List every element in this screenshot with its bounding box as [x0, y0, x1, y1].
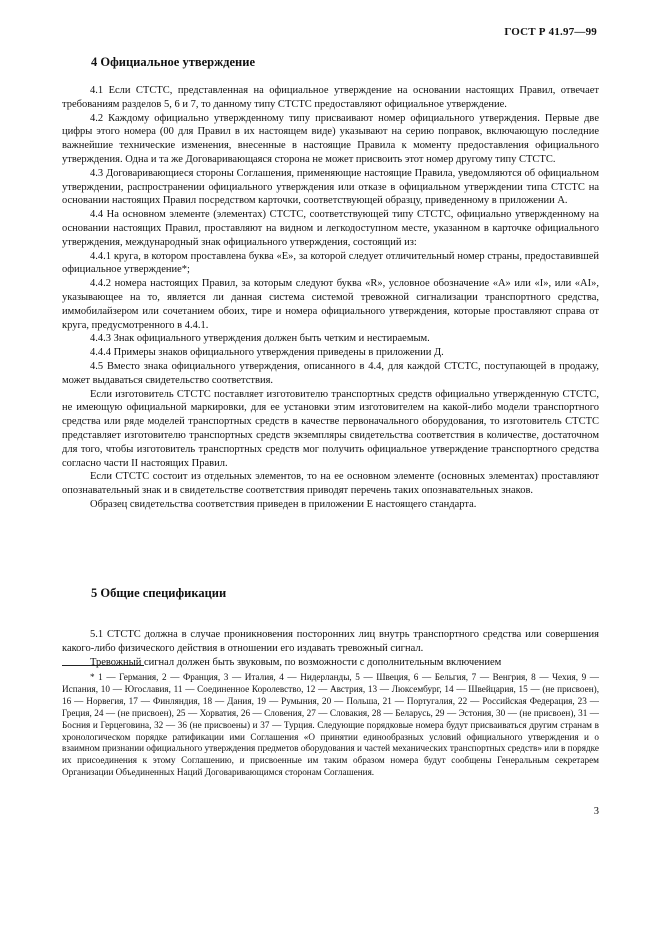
- paragraph-4-5: 4.5 Вместо знака официального утверждения, описанного в 4.4, для каждой СТСТС, поступающей в продажу, может выдаваться свидетельство соответствия.: [62, 360, 599, 386]
- paragraph-4-1: 4.1 Если СТСТС, представленная на официальное утверждение на основании настоящих Правил, отвечает требованиям разделов 5, 6 и 7, то данному типу СТСТС предоставляют официальное утверждение.: [62, 85, 599, 110]
- section-4-heading: 4 Официальное утверждение: [91, 55, 255, 69]
- paragraph-4-4-1: 4.4.1 круга, в котором проставлена буква «E», за которой следует отличительный номер страны, предоставившей официальное утверждение*;: [62, 250, 599, 276]
- paragraph-4-3: 4.3 Договаривающиеся стороны Соглашения, применяющие настоящие Правила, уведомляются об официальном утверждении, распространении официального утверждения или отказе в официальном утверждении типа СТСТС на основании настоящих Правил посредством карточки, соответствующей образцу, приведенному в приложении А.: [62, 167, 599, 207]
- standard-designation: ГОСТ Р 41.97—99: [504, 26, 597, 38]
- paragraph-4-4: 4.4 На основном элементе (элементах) СТСТС, соответствующей типу СТСТС, официально утвержденному на основании настоящих Правил, проставляют на видном и легкодоступном месте, указанном в карточке официального утверждения, международный знак официального утверждения, состоящий из:: [62, 209, 599, 248]
- paragraph-4-2: 4.2 Каждому официально утвержденному типу присваивают номер официального утверждения. Первые две цифры этого номера (00 для Правил в их настоящем виде) указывают на серию поправок, включающую последние важнейшие технические изменения, внесенные в настоящие Правила к моменту предоставления официального утверждения. Одна и та же Договаривающаяся сторона не может присвоить этот номер другому типу СТСТС.: [62, 112, 599, 165]
- paragraph-separate-elements: Если СТСТС состоит из отдельных элементов, то на ее основном элементе (основных элементах) проставляют опознавательный знак и в свидетельстве соответствия приводят перечень таких опознавательных знаков.: [62, 471, 599, 497]
- paragraph-5-1: 5.1 СТСТС должна в случае проникновения посторонних лиц внутрь транспортного средства или совершения какого-либо физического действия в отношении его издавать тревожный сигнал.: [62, 629, 599, 654]
- paragraph-4-4-4: 4.4.4 Примеры знаков официального утверждения приведены в приложении Д.: [90, 347, 444, 359]
- section-5-body: [62, 628, 599, 669]
- footnote: [62, 672, 599, 779]
- paragraph-certificate-supply: Если изготовитель СТСТС поставляет изготовителю транспортных средств официально утвержденную СТСТС, не имеющую официальной маркировки, для ее установки этим изготовителем на какой-либо модели транспортного средства или ряде моделей транспортных средств в качестве первоначального оборудования, то изготовитель СТСТС представляет изготовителю транспортных средств экземпляры свидетельства соответствия в количестве, достаточном для того, чтобы изготовитель транспортных средств мог получить официальное утверждение транспортного средства согласно части II настоящих Правил.: [62, 388, 599, 469]
- page-number: 3: [593, 806, 599, 817]
- section-5-heading: 5 Общие спецификации: [91, 586, 227, 600]
- paragraph-certificate-sample: Образец свидетельства соответствия приведен в приложении Е настоящего стандарта.: [90, 498, 477, 510]
- paragraph-4-4-3: 4.4.3 Знак официального утверждения должен быть четким и нестираемым.: [90, 333, 430, 345]
- footnote-divider: [62, 665, 144, 666]
- paragraph-4-4-2: 4.4.2 номера настоящих Правил, за которым следуют буква «R», условное обозначение «A» или «I», или «AI», указывающее на то, является ли данная система системой тревожной сигнализации транспортного средства, иммобилайзером или сочетанием обоих, тире и номера официального утверждения, которые проставляют справа от круга, предусмотренного в 4.4.1.: [62, 278, 599, 331]
- footnote-text: * 1 — Германия, 2 — Франция, 3 — Италия, 4 — Нидерланды, 5 — Швеция, 6 — Бельгия, 7 — Венгрия, 8 — Чехия, 9 — Испания, 10 — Югославия, 11 — Соединенное Королевство, 12 — Австрия, 13 — Люксембург, 14 — Швейцария, 15 — (не присвоен), 16 — Норвегия, 17 — Финляндия, 18 — Дания, 19 — Румыния, 20 — Польша, 21 — Португалия, 22 — Российская Федерация, 23 — Греция, 24 — (не присвоен), 25 — Хорватия, 26 — Словения, 27 — Словакия, 28 — Беларусь, 29 — Эстония, 30 — (не присвоен), 31 — Босния и Герцеговина, 32 — 36 (не присвоены) и 37 — Турция. Следующие порядковые номера будут присваиваться другим странам в хронологическом порядке ратификации ими Соглашения «О принятии единообразных условий официального утверждения и о взаимном признании официального утверждения предметов оборудования и частей механических транспортных средств» или в порядке их присоединения к этому Соглашению, и присвоенные им таким образом номера будут сообщены Генеральным секретарем Организации Объединенных Наций Договаривающимся сторонам Соглашения.: [62, 672, 599, 778]
- paragraph-alarm-signal: Тревожный сигнал должен быть звуковым, по возможности с дополнительным включением: [90, 656, 502, 668]
- section-4-body: [62, 84, 599, 512]
